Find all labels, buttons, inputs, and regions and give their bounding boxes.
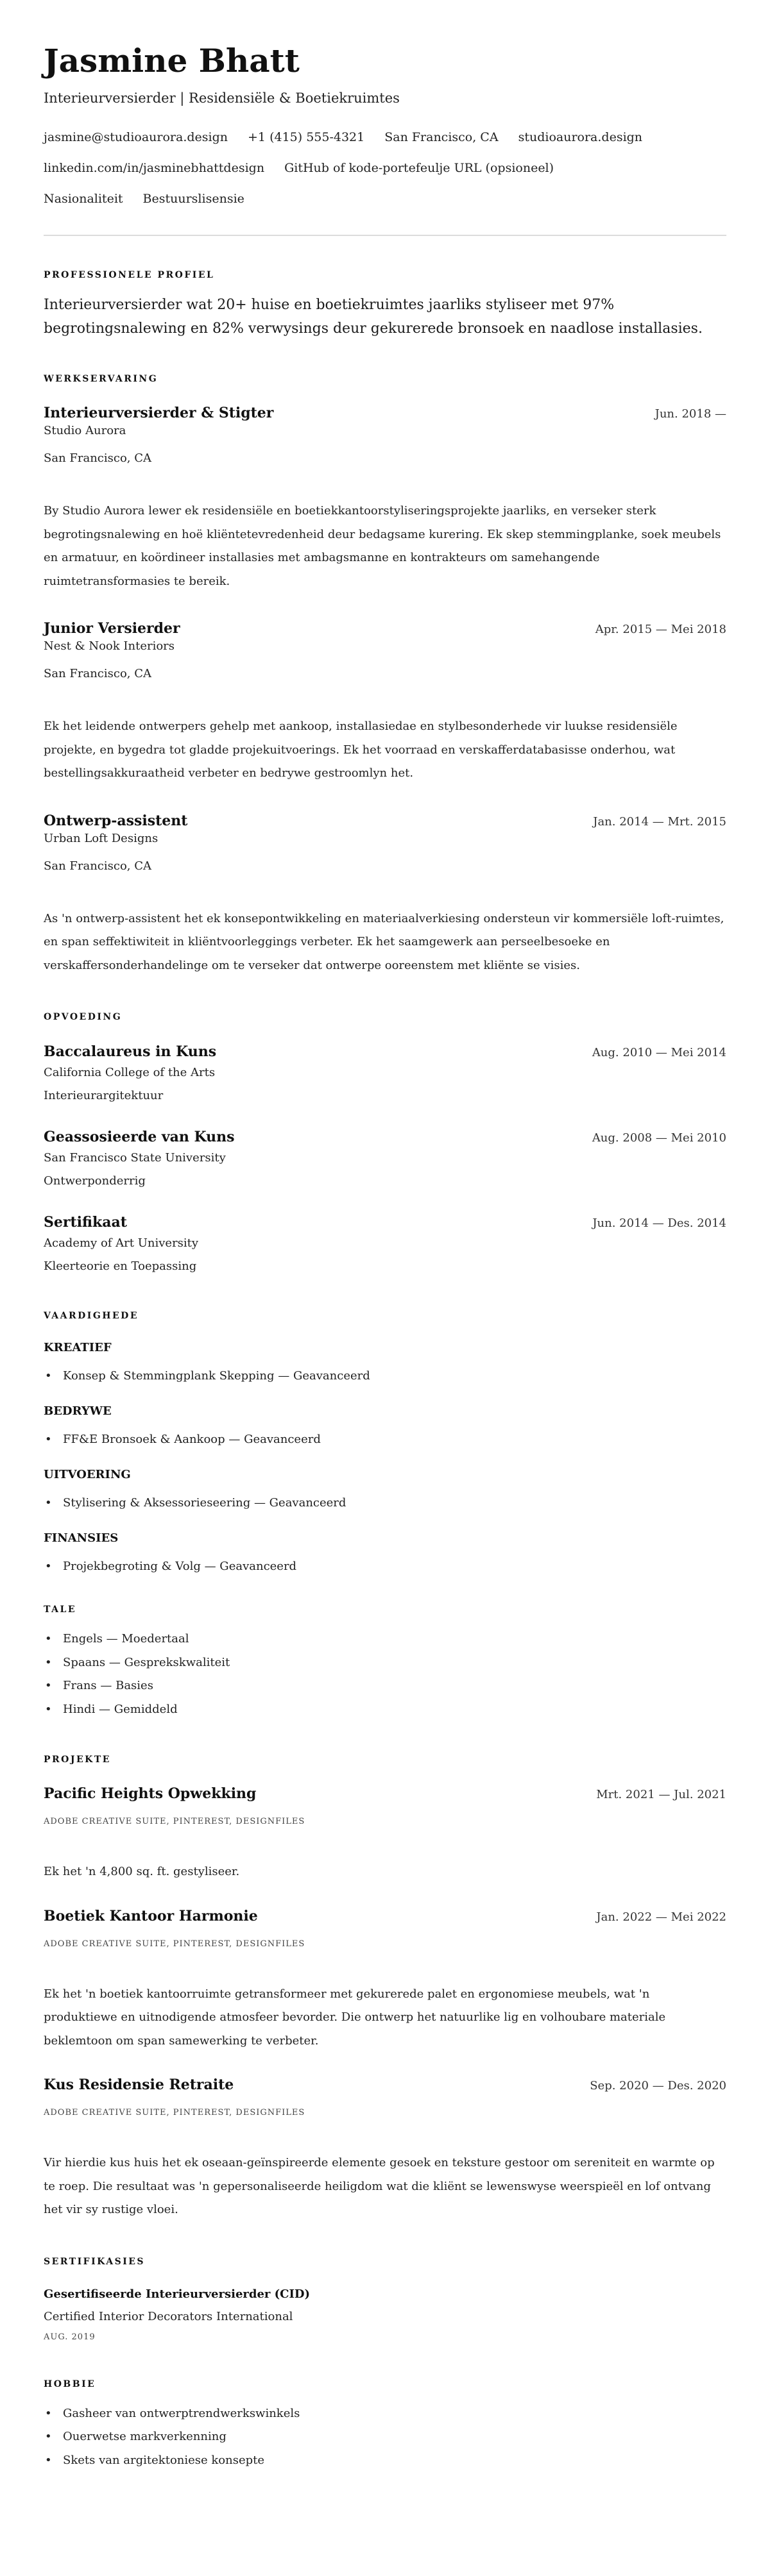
job-location: San Francisco, CA bbox=[44, 859, 152, 873]
language-item: • Engels — Moedertaal bbox=[44, 1628, 726, 1651]
contact-nationality: Nasionaliteit bbox=[44, 192, 123, 206]
skill-item: • Konsep & Stemmingplank Skepping — Geavanceerd bbox=[44, 1367, 726, 1386]
job-header-row bbox=[44, 620, 726, 637]
education-header-row bbox=[44, 1128, 726, 1146]
skill-list bbox=[44, 1430, 726, 1449]
language-item: • Frans — Basies bbox=[44, 1674, 726, 1698]
job-date: Apr. 2015 — Mei 2018 bbox=[595, 623, 726, 636]
resume-header bbox=[44, 43, 726, 214]
education-entry bbox=[44, 1128, 726, 1191]
certification-issuer: Certified Interior Decorators International bbox=[44, 2309, 293, 2323]
education-institution: San Francisco State University bbox=[44, 1151, 226, 1165]
contact-row bbox=[44, 122, 726, 153]
section-heading: OPVOEDING bbox=[44, 1012, 123, 1022]
profile-text: Interieurversierder wat 20+ huise en boetiekruimtes jaarliks styliseer met 97% begrotingsnalewing en 82% verwysings deur gekurerede bronsoek en naadlose installasies. bbox=[44, 297, 703, 337]
candidate-name: Jasmine Bhatt bbox=[44, 42, 300, 80]
job-company: Urban Loft Designs bbox=[44, 831, 158, 845]
hobby-item: • Ouerwetse markverkenning bbox=[44, 2425, 726, 2449]
profile-section bbox=[44, 269, 726, 341]
section-heading: VAARDIGHEDE bbox=[44, 1311, 139, 1321]
skill-item: • FF&E Bronsoek & Aankoop — Geavanceerd bbox=[44, 1430, 726, 1449]
project-title: Pacific Heights Opwekking bbox=[44, 1785, 257, 1802]
hobby-item: • Skets van argitektoniese konsepte bbox=[44, 2449, 726, 2473]
section-heading: TALE bbox=[44, 1604, 77, 1615]
education-header-row bbox=[44, 1043, 726, 1061]
project-title: Kus Residensie Retraite bbox=[44, 2076, 234, 2093]
section-heading: PROJEKTE bbox=[44, 1755, 111, 1765]
contact-phone[interactable]: +1 (415) 555-4321 bbox=[248, 130, 365, 144]
project-date: Sep. 2020 — Des. 2020 bbox=[590, 2079, 726, 2092]
skills-section bbox=[44, 1309, 726, 1576]
contact-linkedin[interactable]: linkedin.com/in/jasminebhattdesign bbox=[44, 161, 265, 175]
job-company: Nest & Nook Interiors bbox=[44, 639, 175, 653]
contact-location: San Francisco, CA bbox=[384, 130, 499, 144]
skill-list bbox=[44, 1494, 726, 1513]
job-date: Jan. 2014 — Mrt. 2015 bbox=[593, 814, 726, 829]
job-entry bbox=[44, 405, 726, 593]
project-header-row bbox=[44, 1785, 726, 1803]
projects-section bbox=[44, 1753, 726, 2222]
skill-group-heading: KREATIEF bbox=[44, 1341, 112, 1354]
candidate-subtitle: Interieurversierder | Residensiële & Boetiekruimtes bbox=[44, 90, 400, 106]
project-tech-stack: ADOBE CREATIVE SUITE, PINTEREST, DESIGNFILES bbox=[44, 1939, 305, 1949]
job-location: San Francisco, CA bbox=[44, 451, 152, 465]
language-item: • Spaans — Gesprekskwaliteit bbox=[44, 1651, 726, 1675]
project-description: Ek het 'n boetiek kantoorruimte getransformeer met gekurerede palet en ergonomiese meubels, wat 'n produktiewe en uitnodigende atmosfeer bevorder. Die ontwerp het natuurlike lig en volhoubare materiale beklemtoon om span samewerking te verbeter. bbox=[44, 1987, 666, 2048]
skill-list bbox=[44, 1557, 726, 1576]
education-entry bbox=[44, 1043, 726, 1106]
education-degree: Sertifikaat bbox=[44, 1214, 127, 1231]
education-date: Jun. 2014 — Des. 2014 bbox=[592, 1216, 726, 1230]
project-header-row bbox=[44, 1907, 726, 1925]
job-description: As 'n ontwerp-assistent het ek konsepontwikkeling en materiaalverkiesing ondersteun vir kommersiële loft-ruimtes, en span seffektiwiteit in kliëntvoorleggings verbeter. Ek het saamgewerk aan perseelbesoeke en verskaffersonderhandelinge om te verseker dat ontwerpe ooreenstem met kliënte se visies. bbox=[44, 911, 724, 972]
contact-github[interactable]: GitHub of kode-portefeulje URL (opsioneel) bbox=[284, 161, 554, 175]
job-date: Jun. 2018 — bbox=[654, 407, 726, 421]
hobby-item: • Gasheer van ontwerptrendwerkswinkels bbox=[44, 2402, 726, 2426]
skill-list bbox=[44, 1367, 726, 1386]
project-description: Ek het 'n 4,800 sq. ft. gestyliseer. bbox=[44, 1865, 240, 1878]
section-heading: WERKSERVARING bbox=[44, 374, 158, 384]
project-date: Jan. 2022 — Mei 2022 bbox=[596, 1910, 726, 1924]
project-entry bbox=[44, 1907, 726, 2053]
contact-drivers-license: Bestuurslisensie bbox=[142, 192, 244, 206]
job-title: Ontwerp-assistent bbox=[44, 812, 188, 829]
education-section bbox=[44, 1011, 726, 1276]
hobby-list bbox=[44, 2402, 726, 2473]
job-title: Interieurversierder & Stigter bbox=[44, 405, 274, 421]
certification-entry bbox=[44, 2286, 726, 2344]
education-degree: Geassosieerde van Kuns bbox=[44, 1129, 235, 1145]
project-date: Mrt. 2021 — Jul. 2021 bbox=[596, 1788, 726, 1801]
language-list bbox=[44, 1628, 726, 1721]
project-tech-stack: ADOBE CREATIVE SUITE, PINTEREST, DESIGNFILES bbox=[44, 2108, 305, 2117]
skill-item: • Projekbegroting & Volg — Geavanceerd bbox=[44, 1557, 726, 1576]
education-institution: California College of the Arts bbox=[44, 1066, 216, 1079]
job-company: Studio Aurora bbox=[44, 424, 126, 437]
project-entry bbox=[44, 2076, 726, 2222]
project-entry bbox=[44, 1785, 726, 1884]
education-field: Ontwerponderrig bbox=[44, 1174, 146, 1188]
job-entry bbox=[44, 812, 726, 978]
certification-date: AUG. 2019 bbox=[44, 2332, 96, 2342]
header-divider bbox=[44, 235, 726, 236]
certifications-section bbox=[44, 2255, 726, 2344]
experience-section bbox=[44, 373, 726, 977]
job-header-row bbox=[44, 812, 726, 829]
education-date: Aug. 2008 — Mei 2010 bbox=[592, 1131, 726, 1145]
project-tech-stack: ADOBE CREATIVE SUITE, PINTEREST, DESIGNFILES bbox=[44, 1817, 305, 1826]
skill-group-heading: FINANSIES bbox=[44, 1531, 119, 1545]
project-title: Boetiek Kantoor Harmonie bbox=[44, 1907, 258, 1924]
project-description: Vir hierdie kus huis het ek oseaan-geïnspireerde elemente gesoek en teksture gestoor om sereniteit en warmte op te roep. Die resultaat was 'n gepersonaliseerde heiligdom wat die kliënt se lewenswyse weerspieël en lof ontvang het vir sy rustige vloei. bbox=[44, 2156, 715, 2216]
job-header-row bbox=[44, 405, 726, 421]
job-title: Junior Versierder bbox=[44, 620, 180, 637]
contact-website[interactable]: studioaurora.design bbox=[518, 130, 643, 144]
section-heading: PROFESSIONELE PROFIEL bbox=[44, 270, 215, 280]
education-field: Interieurargitektuur bbox=[44, 1089, 164, 1102]
contact-row bbox=[44, 153, 726, 183]
skill-item: • Stylisering & Aksessorieseering — Geavanceerd bbox=[44, 1494, 726, 1513]
job-entry bbox=[44, 620, 726, 786]
language-item: • Hindi — Gemiddeld bbox=[44, 1698, 726, 1722]
job-location: San Francisco, CA bbox=[44, 667, 152, 680]
contact-email[interactable]: jasmine@studioaurora.design bbox=[44, 130, 228, 144]
project-header-row bbox=[44, 2076, 726, 2094]
section-heading: SERTIFIKASIES bbox=[44, 2256, 146, 2267]
certification-name: Gesertifiseerde Interieurversierder (CID) bbox=[44, 2287, 311, 2301]
skill-group-heading: BEDRYWE bbox=[44, 1404, 112, 1418]
education-header-row bbox=[44, 1213, 726, 1231]
education-field: Kleerteorie en Toepassing bbox=[44, 1259, 197, 1273]
job-description: By Studio Aurora lewer ek residensiële en boetiekkantoorstyliseringsprojekte jaarliks, en verseker sterk begrotingsnalewing en hoë kliëntetevredenheid deur bedagsame kurering. Ek skep stemmingplanke, soek meubels en armatuur, en koördineer installasies met ambagsmanne en kontrakteurs om samehangende ruimtetransformasies te bereik. bbox=[44, 504, 721, 588]
skill-group-heading: UITVOERING bbox=[44, 1468, 131, 1481]
hobbies-section bbox=[44, 2378, 726, 2473]
languages-section bbox=[44, 1603, 726, 1721]
education-degree: Baccalaureus in Kuns bbox=[44, 1043, 217, 1060]
section-heading: HOBBIE bbox=[44, 2378, 96, 2389]
education-date: Aug. 2010 — Mei 2014 bbox=[592, 1046, 726, 1059]
contact-row bbox=[44, 183, 726, 214]
education-institution: Academy of Art University bbox=[44, 1236, 199, 1250]
education-entry bbox=[44, 1213, 726, 1276]
job-description: Ek het leidende ontwerpers gehelp met aankoop, installasiedae en stylbesonderhede vir luukse residensiële projekte, en bygedra tot gladde projekuitvoerings. Ek het voorraad en verskafferdatabasisse onderhou, wat bestellingsakkuraatheid verbeter en bedrywe gestroomlyn het. bbox=[44, 720, 678, 780]
